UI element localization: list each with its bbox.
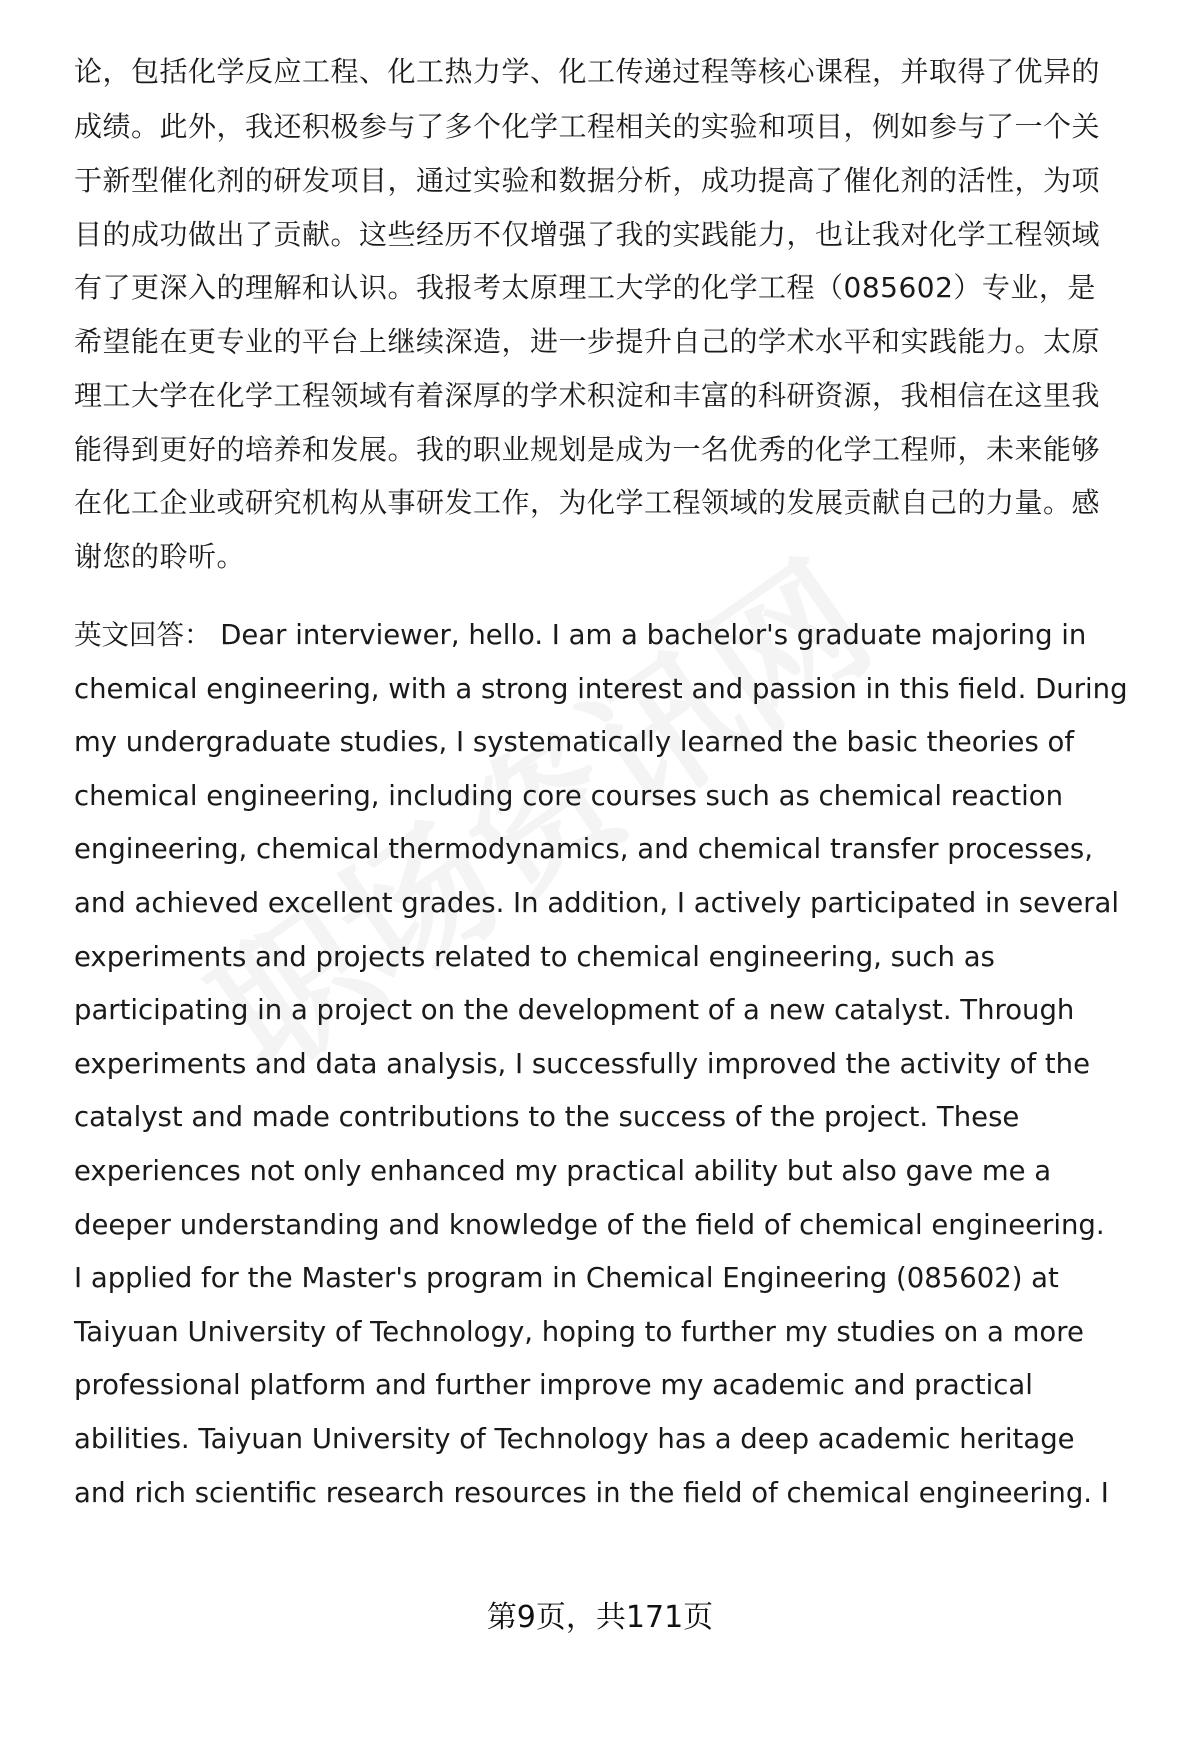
english-answer-line: and achieved excellent grades. In addition, I actively participated in several bbox=[74, 887, 1120, 919]
english-answer-line: abilities. Taiyuan University of Technology has a deep academic heritage bbox=[74, 1423, 1075, 1455]
english-answer-line: and rich scientific research resources in the field of chemical engineering. I bbox=[74, 1477, 1109, 1509]
chinese-answer-line: 有了更深入的理解和认识。我报考太原理工大学的化学工程（085602）专业，是 bbox=[74, 271, 1096, 304]
chinese-answer-line: 于新型催化剂的研发项目，通过实验和数据分析，成功提高了催化剂的活性，为项 bbox=[74, 164, 1101, 197]
chinese-answer-line: 在化工企业或研究机构从事研发工作，为化学工程领域的发展贡献自己的力量。感 bbox=[74, 486, 1101, 519]
english-answer-line: experiments and data analysis, I successfully improved the activity of the bbox=[74, 1048, 1090, 1080]
english-answer-line: experiences not only enhanced my practical ability but also gave me a bbox=[74, 1155, 1052, 1187]
chinese-answer-line: 成绩。此外，我还积极参与了多个化学工程相关的实验和项目，例如参与了一个关 bbox=[74, 110, 1101, 143]
chinese-answer-line: 目的成功做出了贡献。这些经历不仅增强了我的实践能力，也让我对化学工程领域 bbox=[74, 218, 1101, 251]
english-answer-line: chemical engineering, with a strong interest and passion in this field. During bbox=[74, 673, 1128, 705]
english-answer-line: chemical engineering, including core courses such as chemical reaction bbox=[74, 780, 1064, 812]
english-answer-line: catalyst and made contributions to the success of the project. These bbox=[74, 1101, 1020, 1133]
chinese-answer-line: 谢您的聆听。 bbox=[74, 540, 246, 573]
english-answer-line: Taiyuan University of Technology, hoping to further my studies on a more bbox=[74, 1316, 1084, 1348]
page-number: 第9页，共171页 bbox=[486, 1600, 714, 1635]
english-answer-line: engineering, chemical thermodynamics, and chemical transfer processes, bbox=[74, 833, 1093, 865]
english-answer-line: participating in a project on the development of a new catalyst. Through bbox=[74, 994, 1075, 1026]
english-answer-line: I applied for the Master's program in Chemical Engineering (085602) at bbox=[74, 1262, 1059, 1294]
chinese-answer-line: 能得到更好的培养和发展。我的职业规划是成为一名优秀的化学工程师，未来能够 bbox=[74, 433, 1101, 466]
english-answer-line: professional platform and further improve my academic and practical bbox=[74, 1369, 1033, 1401]
chinese-answer-line: 理工大学在化学工程领域有着深厚的学术积淀和丰富的科研资源，我相信在这里我 bbox=[74, 379, 1101, 412]
english-answer-line: my undergraduate studies, I systematically learned the basic theories of bbox=[74, 726, 1075, 758]
chinese-answer-line: 希望能在更专业的平台上继续深造，进一步提升自己的学术水平和实践能力。太原 bbox=[74, 325, 1101, 358]
chinese-answer-line: 论，包括化学反应工程、化工热力学、化工传递过程等核心课程，并取得了优异的 bbox=[74, 55, 1101, 88]
english-answer-line: deeper understanding and knowledge of the field of chemical engineering. bbox=[74, 1209, 1105, 1241]
english-answer-line: 英文回答： Dear interviewer, hello. I am a bachelor's graduate majoring in bbox=[74, 619, 1087, 651]
english-answer-line: experiments and projects related to chemical engineering, such as bbox=[74, 941, 995, 973]
